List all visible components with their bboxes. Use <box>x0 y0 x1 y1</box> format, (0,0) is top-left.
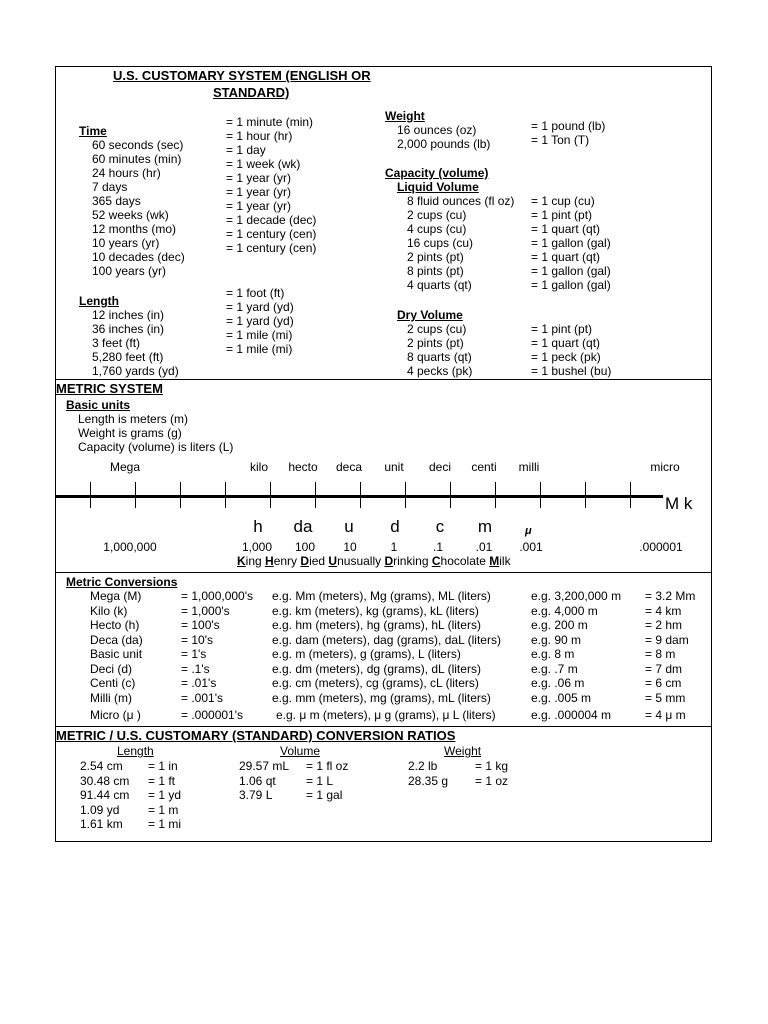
mnemonic-word: Unusually <box>328 554 382 568</box>
ratio-length-value: 1.09 yd <box>80 802 120 817</box>
length-quantity: 5,280 feet (ft) <box>92 350 164 364</box>
axis-tick <box>315 482 316 508</box>
ratio-length-equivalent: = 1 mi <box>148 817 182 831</box>
dry-quantity: 2 cups (cu) <box>407 322 467 336</box>
conv-example-units: e.g. mm (meters), mg (grams), mL (liters) <box>272 690 491 705</box>
ratio-weight-equivalent: = 1 oz <box>475 773 509 788</box>
conv-example-result: = 2 hm <box>645 618 683 632</box>
conv-example-value: e.g. 90 m <box>531 632 582 647</box>
divider-ratios <box>55 726 712 727</box>
liquid-equivalent: = 1 gallon (gal) <box>531 264 611 278</box>
length-equivalent: = 1 yard (yd) <box>226 314 294 328</box>
length-heading: Length <box>79 294 119 308</box>
liquid-left-list <box>407 194 514 292</box>
time-quantity: 24 hours (hr) <box>92 166 161 180</box>
prefix-letter: u <box>344 517 354 536</box>
dry-quantity: 2 pints (pt) <box>407 336 464 350</box>
dry-quantity: 4 pecks (pk) <box>407 364 473 378</box>
conv-example-result: = 6 cm <box>645 676 682 690</box>
dry-equivalent: = 1 pint (pt) <box>531 322 593 336</box>
axis-tick <box>135 482 136 508</box>
liquid-quantity: 2 pints (pt) <box>407 250 464 264</box>
ratios-length-heading: Length <box>117 744 154 758</box>
conv-prefix: Mega (M) <box>90 589 142 603</box>
time-equivalent: = 1 century (cen) <box>226 227 317 241</box>
axis-tick <box>495 482 496 508</box>
mnemonic-sentence <box>237 554 511 568</box>
prefix-letter: d <box>390 517 400 536</box>
micro-symbol: μ <box>525 525 532 537</box>
axis-tick <box>405 482 406 508</box>
conv-prefix: Centi (c) <box>90 676 136 690</box>
liquid-equivalent: = 1 gallon (gal) <box>531 236 611 250</box>
dry-quantity: 8 quarts (qt) <box>407 350 472 364</box>
us-title-line1: U.S. CUSTOMARY SYSTEM (ENGLISH OR <box>113 68 371 83</box>
time-quantity: 365 days <box>92 194 141 208</box>
ratio-weight-value: 2.2 lb <box>408 759 438 773</box>
conv-example-value: e.g. 3,200,000 m <box>531 589 622 603</box>
length-right-list <box>226 286 294 356</box>
liquid-equivalent: = 1 gallon (gal) <box>531 278 611 292</box>
prefix-letter: c <box>435 517 445 536</box>
time-quantity: 52 weeks (wk) <box>92 208 169 222</box>
conv-example-units: e.g. m (meters), g (grams), L (liters) <box>272 647 461 661</box>
dry-left-list <box>407 322 472 378</box>
length-quantity: 1,760 yards (yd) <box>92 364 179 378</box>
time-quantity: 10 decades (dec) <box>92 250 185 264</box>
length-equivalent: = 1 mile (mi) <box>226 342 293 356</box>
axis-tick <box>450 482 451 508</box>
length-equivalent: = 1 yard (yd) <box>226 300 294 314</box>
time-equivalent: = 1 week (wk) <box>226 157 301 171</box>
conv-factor: = 1's <box>181 647 207 661</box>
dry-equivalent: = 1 quart (qt) <box>531 336 601 350</box>
prefix-label: hecto <box>288 460 318 474</box>
liquid-equivalent: = 1 quart (qt) <box>531 222 601 236</box>
prefix-letter: da <box>293 517 313 536</box>
length-quantity: 12 inches (in) <box>92 308 165 322</box>
axis-tick <box>360 482 361 508</box>
length-quantity: 36 inches (in) <box>92 322 165 336</box>
conv-factor: = .001's <box>181 690 223 705</box>
basic-unit-line: Weight is grams (g) <box>78 426 182 440</box>
conv-example-units: e.g. Mm (meters), Mg (grams), ML (liters) <box>272 589 491 603</box>
axis-tick <box>225 482 226 508</box>
metric-title: METRIC SYSTEM <box>56 381 163 396</box>
prefix-value: .1 <box>432 540 444 554</box>
liquid-equivalent: = 1 pint (pt) <box>531 208 593 222</box>
time-equivalent: = 1 decade (dec) <box>226 213 317 227</box>
ratios-title: METRIC / U.S. CUSTOMARY (STANDARD) CONVERSION RATIOS <box>56 728 456 743</box>
mnemonic-word: Drinking <box>384 554 429 568</box>
time-right-list <box>226 115 316 255</box>
time-equivalent: = 1 year (yr) <box>226 171 292 185</box>
dry-equivalent: = 1 bushel (bu) <box>531 364 612 378</box>
divider-conversions <box>55 572 712 573</box>
time-quantity: 7 days <box>92 180 128 194</box>
prefix-value: .000001 <box>639 540 683 554</box>
ratio-length-value: 2.54 cm <box>80 759 123 773</box>
liquid-equivalent: = 1 cup (cu) <box>531 194 595 208</box>
conv-factor: = .000001's <box>181 708 244 722</box>
conv-prefix: Hecto (h) <box>90 618 140 632</box>
prefix-value: 10 <box>343 540 357 554</box>
time-quantity: 12 months (mo) <box>92 222 177 236</box>
conversions-heading: Metric Conversions <box>66 575 178 589</box>
conv-example-value: e.g. .000004 m <box>531 708 612 722</box>
weight-equivalent: = 1 Ton (T) <box>531 133 590 147</box>
time-heading: Time <box>79 124 107 138</box>
prefix-label: milli <box>518 460 540 474</box>
time-quantity: 10 years (yr) <box>92 236 160 250</box>
mnemonic-word: King <box>237 554 262 568</box>
mnemonic-word: Died <box>300 554 326 568</box>
conv-prefix: Kilo (k) <box>90 603 128 618</box>
prefix-value: 100 <box>294 540 316 554</box>
ratio-length-equivalent: = 1 m <box>148 802 179 817</box>
conv-example-units: e.g. cm (meters), cg (grams), cL (liters) <box>272 676 479 690</box>
weight-quantity: 2,000 pounds (lb) <box>397 137 491 151</box>
conv-prefix: Deca (da) <box>90 632 143 647</box>
conv-example-value: e.g. 8 m <box>531 647 575 661</box>
liquid-right-list <box>531 194 611 292</box>
prefix-value: 1 <box>390 540 398 554</box>
conv-example-value: e.g. .005 m <box>531 690 592 705</box>
divider-metric <box>55 379 712 380</box>
conv-example-units: e.g. km (meters), kg (grams), kL (liters) <box>272 603 479 618</box>
ratio-volume-value: 3.79 L <box>239 788 273 802</box>
axis-tick <box>90 482 91 508</box>
liquid-quantity: 8 pints (pt) <box>407 264 464 278</box>
dry-right-list <box>531 322 611 378</box>
length-quantity: 3 feet (ft) <box>92 336 141 350</box>
conv-prefix: Deci (d) <box>90 661 133 676</box>
ratio-length-equivalent: = 1 ft <box>148 773 176 788</box>
prefix-value: .001 <box>519 540 543 554</box>
time-equivalent: = 1 century (cen) <box>226 241 317 255</box>
conv-factor: = .01's <box>181 676 217 690</box>
us-title-line2: STANDARD) <box>213 85 290 100</box>
conv-example-result: = 4 μ m <box>645 708 686 722</box>
ratio-volume-equivalent: = 1 L <box>306 773 334 788</box>
capacity-heading: Capacity (volume) <box>385 166 489 180</box>
time-equivalent: = 1 minute (min) <box>226 115 314 129</box>
axis-end-label: M k <box>665 494 693 513</box>
conv-example-value: e.g. .06 m <box>531 676 585 690</box>
ratio-volume-value: 1.06 qt <box>239 773 276 788</box>
conv-factor: = 10's <box>181 632 213 647</box>
prefix-label: Mega <box>109 460 141 474</box>
liquid-quantity: 2 cups (cu) <box>407 208 467 222</box>
time-quantity: 60 seconds (sec) <box>92 138 184 152</box>
ratio-length-equivalent: = 1 in <box>148 759 178 773</box>
weight-equivalent: = 1 pound (lb) <box>531 119 606 133</box>
conv-example-value: e.g. .7 m <box>531 661 578 676</box>
conv-factor: = 100's <box>181 618 220 632</box>
dry-volume-heading: Dry Volume <box>397 308 463 322</box>
conv-prefix: Micro (μ ) <box>90 708 141 722</box>
liquid-quantity: 4 quarts (qt) <box>407 278 472 292</box>
conv-prefix: Milli (m) <box>90 690 132 705</box>
liquid-quantity: 4 cups (cu) <box>407 222 467 236</box>
axis-tick <box>540 482 541 508</box>
prefix-label: centi <box>471 460 497 474</box>
ratio-length-equivalent: = 1 yd <box>148 788 182 802</box>
axis-tick <box>270 482 271 508</box>
weight-right-list <box>531 119 605 147</box>
ratio-length-value: 1.61 km <box>80 817 123 831</box>
axis-tick <box>585 482 586 508</box>
prefix-letter: m <box>477 517 493 536</box>
basic-units-heading: Basic units <box>66 398 131 412</box>
conv-example-result: = 4 km <box>645 603 682 618</box>
time-equivalent: = 1 year (yr) <box>226 185 292 199</box>
conv-prefix: Basic unit <box>90 647 143 661</box>
conv-example-result: = 7 dm <box>645 661 683 676</box>
prefix-label: unit <box>384 460 404 474</box>
length-equivalent: = 1 foot (ft) <box>226 286 285 300</box>
weight-heading: Weight <box>385 109 425 123</box>
conv-factor: = 1,000's <box>181 603 230 618</box>
basic-unit-line: Length is meters (m) <box>78 412 189 426</box>
liquid-quantity: 16 cups (cu) <box>407 236 474 250</box>
dry-equivalent: = 1 peck (pk) <box>531 350 601 364</box>
conv-example-result: = 9 dam <box>645 632 689 647</box>
prefix-value: 1,000,000 <box>103 540 157 554</box>
conv-factor: = .1's <box>181 661 210 676</box>
liquid-equivalent: = 1 quart (qt) <box>531 250 601 264</box>
mnemonic-word: Milk <box>489 554 511 568</box>
conv-example-result: = 3.2 Mm <box>645 589 696 603</box>
ratio-weight-equivalent: = 1 kg <box>475 759 509 773</box>
ratios-weight-heading: Weight <box>444 744 482 758</box>
prefix-label: deci <box>428 460 452 474</box>
basic-units-list <box>78 412 233 454</box>
conv-example-units: e.g. μ m (meters), μ g (grams), μ L (liters) <box>276 708 496 722</box>
prefix-label: kilo <box>249 460 269 474</box>
prefix-value: .01 <box>475 540 493 554</box>
prefix-letter: h <box>253 517 263 536</box>
time-left-list <box>92 138 185 278</box>
conv-factor: = 1,000,000's <box>181 589 254 603</box>
axis-tick <box>630 482 631 508</box>
length-left-list <box>92 308 179 378</box>
prefix-label: deca <box>335 460 363 474</box>
time-equivalent: = 1 year (yr) <box>226 199 292 213</box>
ratio-length-value: 91.44 cm <box>80 788 130 802</box>
basic-unit-line: Capacity (volume) is liters (L) <box>78 440 234 454</box>
conv-example-result: = 8 m <box>645 647 676 661</box>
ratios-volume-heading: Volume <box>280 744 321 758</box>
conv-example-units: e.g. hm (meters), hg (grams), hL (liters) <box>272 618 481 632</box>
time-equivalent: = 1 hour (hr) <box>226 129 293 143</box>
weight-left-list <box>397 123 490 151</box>
conv-example-value: e.g. 4,000 m <box>531 603 598 618</box>
prefix-axis-line <box>55 495 663 498</box>
ratio-weight-value: 28.35 g <box>408 773 449 788</box>
conv-example-value: e.g. 200 m <box>531 618 588 632</box>
weight-quantity: 16 ounces (oz) <box>397 123 477 137</box>
mnemonic-word: Henry <box>265 554 298 568</box>
liquid-volume-heading: Liquid Volume <box>397 180 479 194</box>
prefix-label: micro <box>650 460 680 474</box>
ratio-length-value: 30.48 cm <box>80 773 130 788</box>
time-quantity: 60 minutes (min) <box>92 152 182 166</box>
prefix-value: 1,000 <box>241 540 273 554</box>
axis-tick <box>180 482 181 508</box>
ratio-volume-equivalent: = 1 gal <box>306 788 343 802</box>
time-equivalent: = 1 day <box>226 143 266 157</box>
length-equivalent: = 1 mile (mi) <box>226 328 293 342</box>
ratio-volume-equivalent: = 1 fl oz <box>306 759 349 773</box>
liquid-quantity: 8 fluid ounces (fl oz) <box>407 194 515 208</box>
mnemonic-word: Chocolate <box>431 554 486 568</box>
conv-example-units: e.g. dam (meters), dag (grams), daL (liters) <box>272 632 501 647</box>
time-quantity: 100 years (yr) <box>92 264 167 278</box>
conv-example-result: = 5 mm <box>645 690 686 705</box>
ratio-volume-value: 29.57 mL <box>239 759 290 773</box>
conv-example-units: e.g. dm (meters), dg (grams), dL (liters) <box>272 661 481 676</box>
